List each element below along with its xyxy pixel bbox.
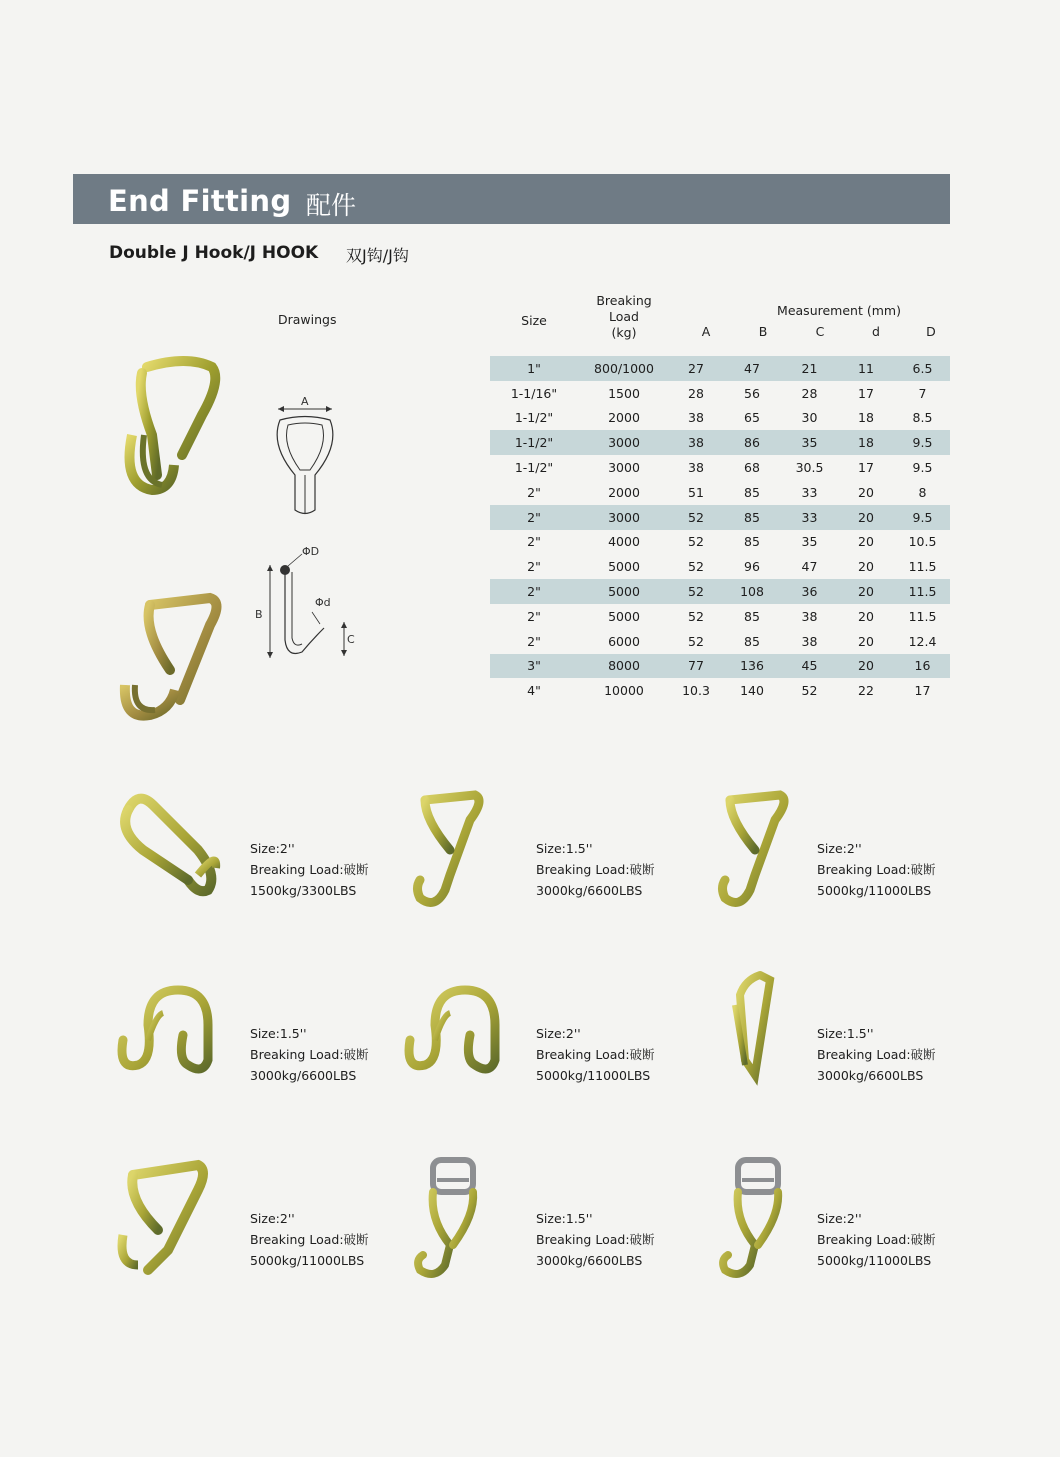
table-cell-load: 2000 [608,410,640,426]
table-cell-load: 2000 [608,484,640,500]
table-cell-d: 20 [837,654,895,679]
table-cell-d: 20 [858,484,874,500]
product-caption [817,1023,936,1086]
table-cell-size: 1" [490,356,578,381]
table-row [490,629,950,654]
dim-phi-big-label: ΦD [302,545,320,558]
table-row [490,554,950,579]
section-title-cn: 双J钩/J钩 [346,246,409,265]
table-cell-b: 47 [722,356,782,381]
table-cell-d: 20 [858,608,874,624]
product-load-value: 1500kg/3300LBS [250,883,357,898]
product-size: Size:2'' [250,1211,295,1226]
spec-table [490,356,950,703]
table-cell-c: 52 [801,683,818,699]
product-load-value: 3000kg/6600LBS [250,1068,357,1083]
product-load-value: 3000kg/6600LBS [536,1253,643,1268]
table-cell-D: 9.5 [895,430,950,455]
product-size: Size:2'' [817,841,862,856]
table-cell-D: 9.5 [912,460,933,476]
table-cell-b: 140 [740,683,764,699]
table-cell-size: 1-1/16" [510,385,558,401]
col-d-big-header: D [926,324,936,339]
table-cell-b: 85 [722,505,782,530]
table-cell-size: 2" [527,633,541,649]
table-cell-load: 1500 [608,385,640,401]
table-cell-a: 27 [670,356,722,381]
product-load-label: Breaking Load:破断 [536,1047,655,1062]
col-a-header: A [701,324,711,339]
table-cell-d: 20 [837,505,895,530]
table-cell-a: 52 [688,559,704,575]
table-cell-b: 136 [722,654,782,679]
table-cell-D: 8.5 [912,410,933,426]
table-cell-a: 52 [688,633,704,649]
dim-a-label: A [301,395,309,408]
table-cell-b: 108 [722,579,782,604]
product-load-value: 5000kg/11000LBS [817,1253,932,1268]
table-cell-D: 9.5 [895,505,950,530]
product-size: Size:1.5'' [536,841,593,856]
table-cell-b: 85 [744,608,760,624]
table-cell-load: 3000 [608,460,640,476]
j-hook-icon [700,780,820,920]
table-row [490,381,950,406]
table-cell-a: 77 [670,654,722,679]
table-cell-D: 11.5 [908,559,937,575]
table-row [490,430,950,455]
product-load-value: 5000kg/11000LBS [817,883,932,898]
table-cell-D: 8 [918,484,927,500]
col-c-header: C [815,324,825,339]
product-load-label: Breaking Load:破断 [250,1047,369,1062]
table-cell-size: 2" [527,559,541,575]
table-cell-load: 3000 [578,430,670,455]
table-cell-c: 38 [801,633,818,649]
table-cell-load: 10000 [604,683,644,699]
table-cell-b: 85 [744,484,760,500]
table-cell-c: 28 [801,385,818,401]
table-cell-d: 17 [858,460,874,476]
table-cell-c: 38 [801,608,818,624]
table-cell-d: 17 [858,385,874,401]
table-cell-a: 10.3 [682,683,710,699]
table-cell-load: 5000 [608,608,640,624]
product-load-label: Breaking Load:破断 [817,1047,936,1062]
col-b-header: B [758,324,768,339]
product-load-value: 5000kg/11000LBS [536,1068,651,1083]
product-size: Size:2'' [817,1211,862,1226]
product-load-label: Breaking Load:破断 [536,862,655,877]
product-load-label: Breaking Load:破断 [817,1232,936,1247]
table-cell-c: 47 [801,559,818,575]
table-cell-D: 7 [918,385,927,401]
col-d-small-header: d [872,324,880,339]
product-caption [250,1208,369,1271]
table-cell-d: 11 [837,356,895,381]
table-cell-c: 33 [782,505,837,530]
j-hook-photo-2 [115,590,225,730]
table-cell-D: 6.5 [895,356,950,381]
wire-j-hook-icon [700,1150,820,1290]
table-cell-D: 16 [895,654,950,679]
table-cell-D: 17 [914,683,931,699]
table-cell-a: 38 [670,430,722,455]
table-cell-d: 20 [858,559,874,575]
table-cell-load: 3000 [578,505,670,530]
table-cell-b: 85 [744,534,760,550]
table-cell-a: 52 [670,579,722,604]
table-cell-a: 52 [688,534,704,550]
page-title-cn: 配件 [306,191,357,220]
product-load-value: 3000kg/6600LBS [817,1068,924,1083]
col-measure-header: Measurement (mm) [777,303,901,318]
table-cell-b: 86 [722,430,782,455]
table-cell-d: 18 [837,430,895,455]
table-row [490,530,950,555]
product-caption [536,1023,655,1086]
drawings-label: Drawings [278,312,337,327]
page-title: End Fitting [108,184,292,218]
wire-j-hook-icon [395,1150,515,1290]
table-cell-b: 56 [744,385,760,401]
product-load-label: Breaking Load:破断 [817,862,936,877]
product-size: Size:1.5'' [817,1026,874,1041]
table-cell-c: 35 [801,534,818,550]
table-cell-D: 12.4 [908,633,937,649]
table-cell-a: 52 [670,505,722,530]
product-size: Size:1.5'' [250,1026,307,1041]
table-cell-d: 22 [858,683,874,699]
product-caption [250,1023,369,1086]
product-caption [250,838,369,901]
product-caption [817,1208,936,1271]
section-title: Double J Hook/J HOOK [109,243,319,263]
table-cell-load: 6000 [608,633,640,649]
product-caption [536,838,655,901]
product-load-label: Breaking Load:破断 [536,1232,655,1247]
drawing-top-view [260,395,350,525]
table-row [490,455,950,480]
col-load-header-1: Breaking [596,293,652,308]
table-cell-c: 33 [801,484,818,500]
double-j-hook-icon [395,965,515,1105]
table-cell-size: 1-1/2" [514,410,554,426]
product-load-value: 3000kg/6600LBS [536,883,643,898]
dim-c-label: C [347,633,355,646]
product-size: Size:2'' [250,841,295,856]
table-cell-size: 2" [490,505,578,530]
table-cell-c: 21 [782,356,837,381]
table-cell-a: 51 [688,484,704,500]
table-cell-b: 68 [744,460,760,476]
table-cell-a: 28 [688,385,704,401]
table-cell-d: 20 [837,579,895,604]
table-cell-D: 11.5 [908,608,937,624]
table-cell-a: 38 [688,410,704,426]
table-cell-D: 11.5 [895,579,950,604]
j-hook-icon [395,780,515,920]
table-cell-d: 20 [858,534,874,550]
table-cell-load: 4000 [608,534,640,550]
table-cell-D: 10.5 [908,534,937,550]
double-j-hook-side-icon [700,965,820,1105]
product-caption [536,1208,655,1271]
table-cell-size: 2" [527,534,541,550]
table-row [490,579,950,604]
product-load-label: Breaking Load:破断 [250,862,369,877]
table-cell-size: 2" [490,579,578,604]
table-cell-c: 35 [782,430,837,455]
drawing-side-view [252,540,362,670]
product-caption [817,838,936,901]
dim-b-label: B [255,608,263,621]
table-row [490,604,950,629]
table-cell-size: 3" [490,654,578,679]
table-cell-a: 52 [688,608,704,624]
table-cell-size: 1-1/2" [514,460,554,476]
table-row [490,406,950,431]
table-cell-b: 96 [744,559,760,575]
col-size-header: Size [521,313,547,328]
table-cell-size: 1-1/2" [490,430,578,455]
table-row [490,505,950,530]
product-size: Size:1.5'' [536,1211,593,1226]
table-cell-size: 4" [527,683,541,699]
table-cell-d: 20 [858,633,874,649]
dim-phi-small-label: Φd [315,596,331,609]
double-j-hook-icon [108,965,228,1105]
table-row [490,654,950,679]
product-load-label: Breaking Load:破断 [250,1232,369,1247]
table-cell-load: 5000 [578,579,670,604]
table-cell-a: 38 [688,460,704,476]
product-size: Size:2'' [536,1026,581,1041]
table-cell-load: 8000 [578,654,670,679]
product-load-value: 5000kg/11000LBS [250,1253,365,1268]
table-cell-c: 36 [782,579,837,604]
table-cell-c: 45 [782,654,837,679]
table-row [490,480,950,505]
table-cell-d: 18 [858,410,874,426]
table-row [490,678,950,703]
table-cell-size: 2" [527,484,541,500]
col-load-header-2: Load [609,309,639,324]
table-cell-c: 30 [801,410,818,426]
double-j-hook-photo-1 [112,355,227,505]
table-cell-load: 5000 [608,559,640,575]
table-cell-b: 85 [744,633,760,649]
table-cell-b: 65 [744,410,760,426]
table-cell-size: 2" [527,608,541,624]
table-row [490,356,950,381]
double-j-hook-flat-icon [108,780,228,920]
table-cell-load: 800/1000 [578,356,670,381]
col-load-header-3: (kg) [611,325,637,340]
double-j-hook-triangle-icon [108,1150,228,1290]
table-cell-c: 30.5 [795,460,824,476]
